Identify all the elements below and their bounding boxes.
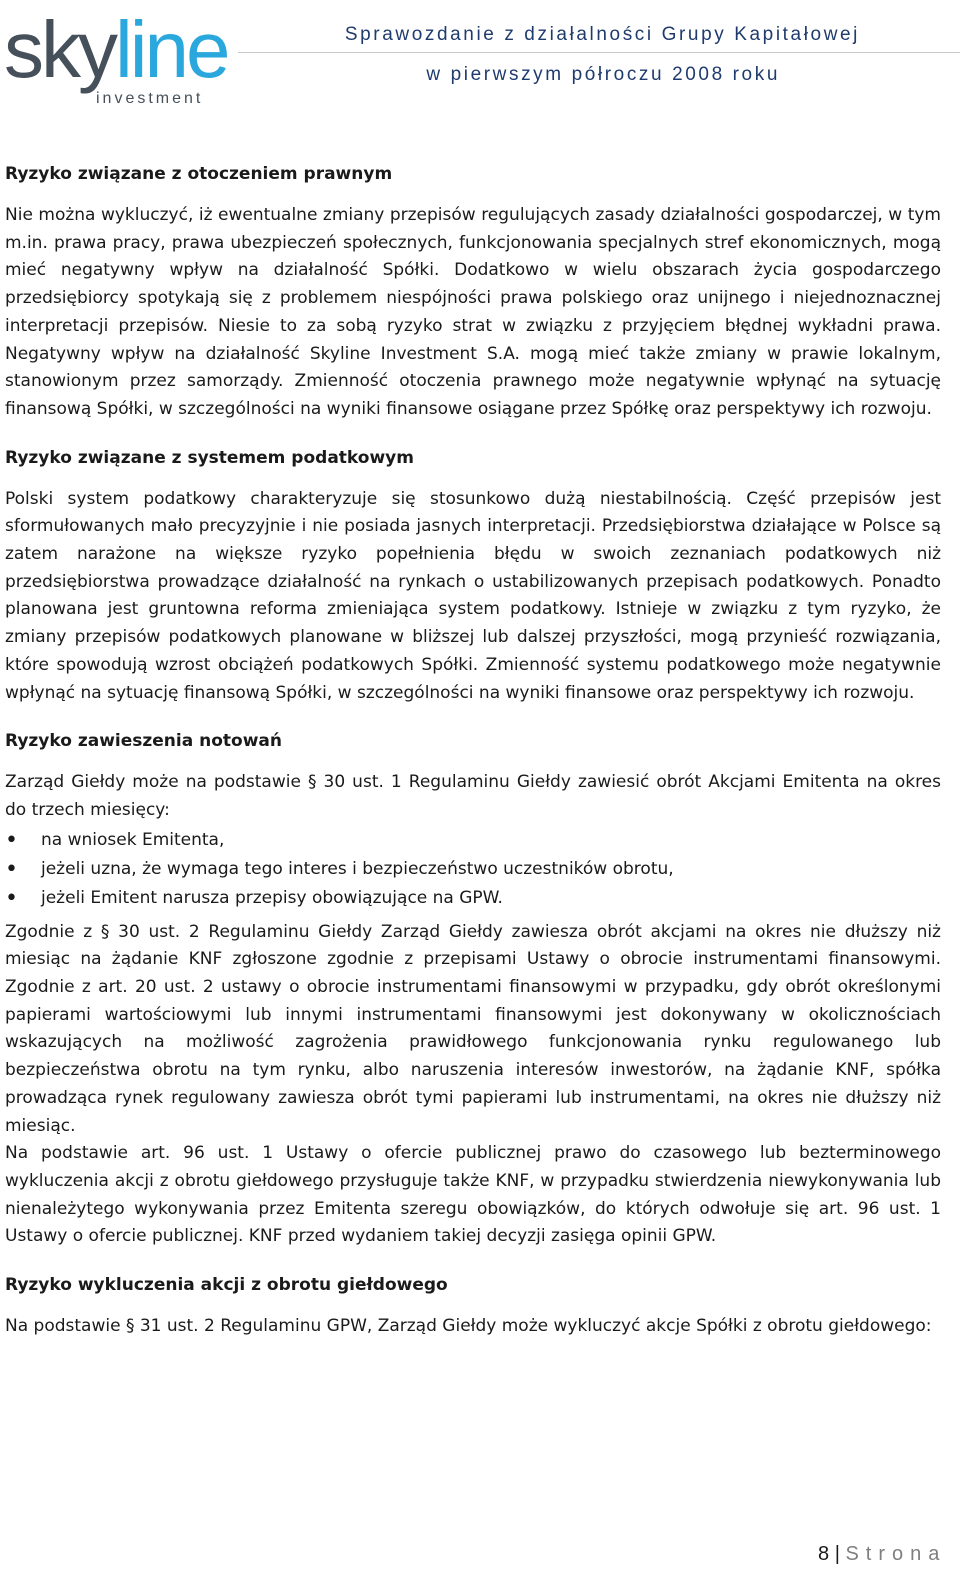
page-header xyxy=(0,0,960,120)
header-divider xyxy=(238,52,960,53)
paragraph: Zgodnie z § 30 ust. 2 Regulaminu Giełdy Zarząd Giełdy zawiesza obrót akcjami na okres nie dłuższy niż miesiąc na żądanie KNF zgłoszone zgodnie z przepisami Ustawy o obrocie instrumentami finansowymi. Zgodnie z art. 20 ust. 2 ustawy o obrocie instrumentami finansowymi w przypadku, gdy obrót określonymi papierami wartościowymi lub innymi instrumentami finansowymi jest dokonywany w okolicznościach wskazujących na możliwość zagrożenia prawidłowego funkcjonowania rynku regulowanego lub bezpieczeństwa obrotu na tym rynku, albo naruszenia interesów inwestorów, na żądanie KNF, spółka prowadząca rynek regulowany zawiesza obrót tymi papierami lub instrumentami, na okres nie dłuższy niż miesiąc. xyxy=(5,921,941,1136)
section-heading: Ryzyko zawieszenia notowań xyxy=(5,731,282,752)
footer-separator: | xyxy=(834,1543,840,1565)
section-legal-risk xyxy=(5,160,941,424)
logo-subtitle: investment xyxy=(96,90,204,107)
section-suspension-risk xyxy=(5,727,941,1251)
paragraph: Na podstawie § 31 ust. 2 Regulaminu GPW, Zarząd Giełdy może wykluczyć akcje Spółki z obrotu giełdowego: xyxy=(5,1316,932,1337)
list-item: • jeżeli uzna, że wymaga tego interes i bezpieczeństwo uczestników obrotu, xyxy=(5,855,941,884)
page-number: 8 xyxy=(818,1543,830,1565)
document-body xyxy=(5,160,941,1361)
report-title: Sprawozdanie z działalności Grupy Kapitałowej xyxy=(344,24,860,45)
logo-word: skyline xyxy=(4,5,228,94)
bullet-list xyxy=(5,826,941,913)
list-item: • na wniosek Emitenta, xyxy=(5,826,941,855)
page-footer xyxy=(818,1543,946,1566)
section-heading: Ryzyko wykluczenia akcji z obrotu giełdowego xyxy=(5,1275,448,1296)
page-label: Strona xyxy=(845,1543,947,1565)
paragraph: Nie można wykluczyć, iż ewentualne zmiany przepisów regulujących zasady działalności gospodarczej, w tym m.in. prawa pracy, prawa ubezpieczeń społecznych, funkcjonowania specjalnych stref ekonomicznych, mogą mieć negatywny wpływ na działalność Spółki. Dodatkowo w wielu obszarach życia gospodarczego przedsiębiorcy spotykają się z problemem niespójności prawa polskiego oraz unijnego i niejednoznacznej interpretacji przepisów. Niesie to za sobą ryzyko strat w związku z przyjęciem błędnej wykładni prawa. Negatywny wpływ na działalność Skyline Investment S.A. mogą mieć także zmiany w prawie lokalnym, stanowionym przez samorządy. Zmienność otoczenia prawnego może negatywnie wpłynąć na sytuację finansową Spółki, w szczególności na wyniki finansowe osiągane przez Spółkę oraz perspektywy ich rozwoju. xyxy=(5,205,941,419)
list-item: • jeżeli Emitent narusza przepisy obowiązujące na GPW. xyxy=(5,884,941,913)
section-heading: Ryzyko związane z systemem podatkowym xyxy=(5,447,414,468)
section-tax-risk xyxy=(5,444,941,708)
paragraph: Zarząd Giełdy może na podstawie § 30 ust. 1 Regulaminu Giełdy zawiesić obrót Akcjami Emitenta na okres do trzech miesięcy: xyxy=(5,772,941,820)
report-period: w pierwszym półroczu 2008 roku xyxy=(426,64,780,85)
paragraph: Polski system podatkowy charakteryzuje się stosunkowo dużą niestabilnością. Część przepisów jest sformułowanych mało precyzyjnie i nie posiada jasnych interpretacji. Przedsiębiorstwa działające w Polsce są zatem narażone na większe ryzyko popełnienia błędu w swoich zeznaniach podatkowych niż przedsiębiorstwa prowadzące działalność na rynkach o ustabilizowanych przepisach podatkowych. Ponadto planowana jest gruntowna reforma zmieniająca system podatkowy. Istnieje w związku z tym ryzyko, że zmiany przepisów podatkowych planowane w bliższej lub dalszej przyszłości, mogą przynieść rozwiązania, które spowodują wzrost obciążeń podatkowych Spółki. Zmienność systemu podatkowego może negatywnie wpłynąć na sytuację finansową Spółki, w szczególności na wyniki finansowe oraz perspektywy ich rozwoju. xyxy=(5,488,941,703)
section-heading: Ryzyko związane z otoczeniem prawnym xyxy=(5,164,393,184)
logo-wordmark xyxy=(4,5,228,94)
paragraph: Na podstawie art. 96 ust. 1 Ustawy o ofercie publicznej prawo do czasowego lub bezterminowego wykluczenia akcji z obrotu giełdowego przysługuje także KNF, w przypadku stwierdzenia niewykonywania lub nienależytego wykonywania przez Emitenta szeregu obowiązków, do których odwołuje się art. 96 ust. 1 Ustawy o ofercie publicznej. KNF przed wydaniem takiej decyzji zasięga opinii GPW. xyxy=(5,1143,941,1247)
section-delisting-risk xyxy=(5,1271,941,1341)
skyline-investment-logo xyxy=(4,4,228,114)
